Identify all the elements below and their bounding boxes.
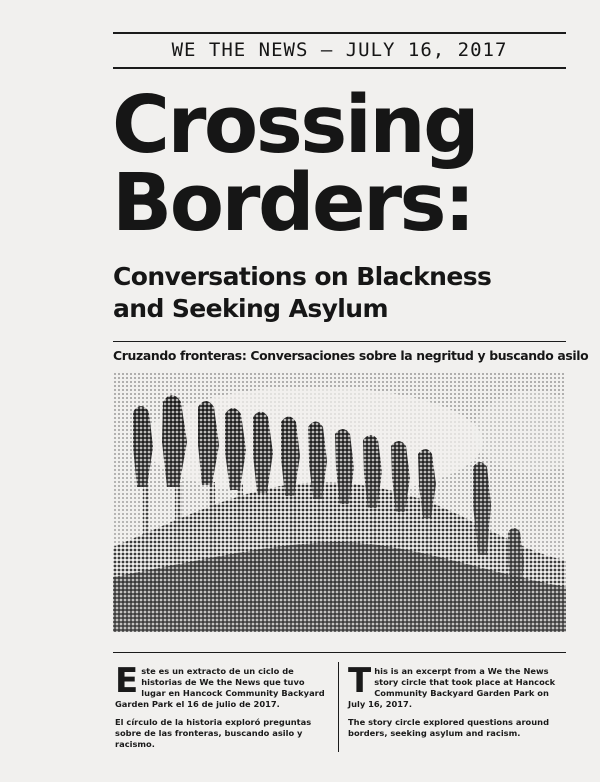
masthead-rule xyxy=(113,67,566,69)
spanish-subtitle: Cruzando fronteras: Conversaciones sobre la negritud y buscando asilo xyxy=(113,348,589,363)
subhead-rule xyxy=(113,341,566,342)
left-column-para-2: El círculo de la historia exploró preguntas sobre de las fronteras, buscando asilo y racismo. xyxy=(115,717,312,749)
right-column-para-2: The story circle explored questions around borders, seeking asylum and racism. xyxy=(348,717,550,738)
right-dropcap: T xyxy=(348,661,372,701)
photo-bottom-rule xyxy=(113,652,566,653)
left-column-spanish xyxy=(115,661,325,757)
halftone-photo xyxy=(113,372,566,632)
top-rule xyxy=(113,32,566,34)
left-dropcap: E xyxy=(115,661,139,701)
halftone-photo-image xyxy=(113,372,566,632)
column-divider xyxy=(338,662,339,752)
right-column-para-1: This is an excerpt from a We the News story circle that took place at Hancock Community Backyard Garden Park on July 16, 2017. xyxy=(348,661,556,709)
headline-line-2: Borders: xyxy=(112,157,474,249)
headline xyxy=(112,79,582,249)
headline-line-1: Crossing xyxy=(112,79,478,171)
subhead-line-1: Conversations on Blackness xyxy=(113,262,492,291)
right-column-english xyxy=(348,661,558,746)
left-column-para-1: Este es un extracto de un ciclo de historias de We the News que tuvo lugar en Hancock Community Backyard Garden Park el 16 de julio de 2017. xyxy=(115,661,325,709)
masthead: WE THE NEWS — JULY 16, 2017 xyxy=(171,39,508,61)
subhead-line-2: and Seeking Asylum xyxy=(113,294,388,323)
subhead xyxy=(113,261,573,325)
